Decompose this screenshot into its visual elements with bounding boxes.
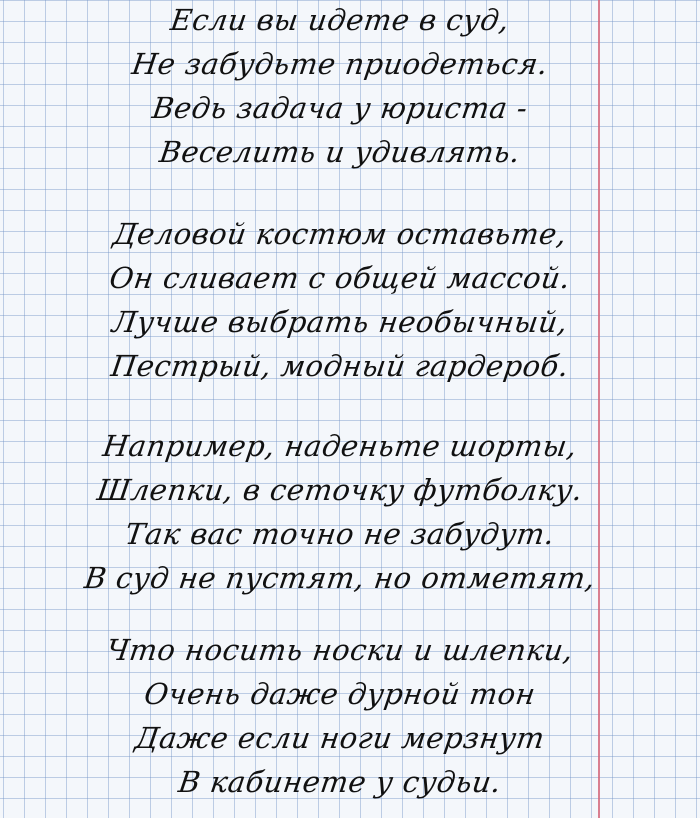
poem-line: Пестрый, модный гардероб. [108,349,572,383]
poem-line: Если вы идете в суд, [168,3,512,37]
poem-line: Веселить и удивлять. [157,135,523,169]
poem-line: Лучше выбрать необычный, [110,305,570,339]
poem-line: Деловой костюм оставьте, [110,217,570,251]
poem-line: Шлепки, в сеточку футболку. [95,473,585,507]
poem-line: Он сливает с общей массой. [107,261,573,295]
poem-line: Так вас точно не забудут. [123,517,557,551]
poem-line: Очень даже дурной тон [142,677,538,711]
poem-line: Даже если ноги мерзнут [133,721,547,755]
stanza-2 [0,212,680,388]
poem-line: Ведь задача у юриста - [150,91,530,125]
stanza-3 [0,424,680,600]
poem-line: Например, наденьте шорты, [100,429,580,463]
poem-line: В кабинете у судьи. [176,765,504,799]
stanza-4 [0,628,680,804]
poem-line: Что носить носки и шлепки, [104,633,576,667]
stanza-1 [0,0,680,174]
poem-line: В суд не пустят, но отметят, [82,561,598,595]
poem-line: Не забудьте приодеться. [129,47,551,81]
